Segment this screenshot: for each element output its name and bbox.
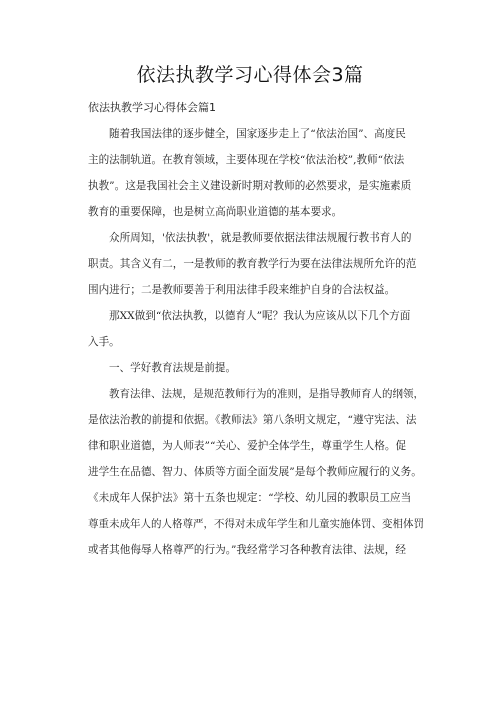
paragraph-line: 律和职业道德，为人师表”“关心、爱护全体学生，尊重学生人格。促	[88, 440, 407, 452]
document-body	[88, 95, 424, 563]
paragraph-line: 尊重未成年人的人格尊严，不得对未成年学生和儿童实施体罚、变相体罚	[88, 518, 424, 530]
paragraph-line: 《未成年人保护法》第十五条也规定：“学校、幼儿园的教职员工应当	[88, 492, 412, 504]
paragraph-line: 进学生在品德、智力、体质等方面全面发展”是每个教师应履行的义务。	[88, 466, 422, 478]
paragraph-line: 教育的重要保障，也是树立高尚职业道德的基本要求。	[88, 206, 343, 218]
paragraph-line: 或者其他侮辱人格尊严的行为。”我经常学习各种教育法律、法规，经	[88, 544, 406, 556]
document-title: 依法执教学习心得体会3篇	[136, 64, 364, 86]
paragraph-line: 众所周知，'依法执教'，就是教师要依据法律法规履行教书育人的	[109, 232, 412, 244]
paragraph-line: 入手。	[88, 336, 120, 348]
section-subtitle: 依法执教学习心得体会篇1	[88, 101, 216, 114]
paragraph-line: 执教”。这是我国社会主义建设新时期对教师的必然要求，是实施素质	[88, 180, 412, 192]
paragraph-line: 主的法制轨道。在教育领域，主要体现在学校“依法治校”,教师“依法	[88, 154, 405, 166]
paragraph-line: 教育法律、法规，是规范教师行为的准则，是指导教师育人的纲领，	[109, 388, 424, 400]
paragraph-line: 围内进行；二是教师要善于利用法律手段来维护自身的合法权益。	[88, 284, 396, 296]
section-heading: 一、学好教育法规是前提。	[109, 362, 237, 374]
paragraph-line: 随着我国法律的逐步健全，国家逐步走上了“依法治国”、高度民	[109, 128, 406, 140]
paragraph-line: 是依法治教的前提和依据。《教师法》第八条明文规定，“遵守宪法、法	[88, 414, 417, 426]
paragraph-line: 职责。其含义有二，一是教师的教育教学行为要在法律法规所允许的范	[88, 258, 417, 270]
paragraph-line: 那XX做到“依法执教，以德育人”呢？我认为应该从以下几个方面	[109, 310, 411, 322]
